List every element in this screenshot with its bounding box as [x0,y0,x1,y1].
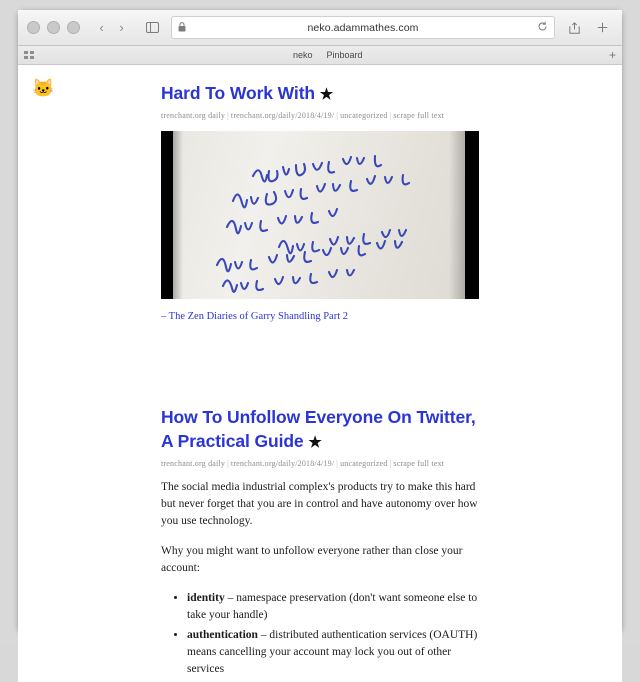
post-2-paragraph-2: Why you might want to unfollow everyone rather than close your account: [161,545,463,575]
post-title-1[interactable] [161,82,479,105]
post-2-list [161,590,479,678]
post-image-1[interactable] [161,131,479,299]
show-tabs-icon[interactable] [141,18,163,38]
meta-category[interactable]: uncategorized [340,111,388,121]
star-icon[interactable]: ★ [319,86,334,103]
post-2-paragraph-1: The social media industrial complex's products try to make this hard but never forget that you are in control and have autonomy over how you use technology. [161,481,478,528]
minimize-window-button[interactable] [47,21,60,34]
reload-icon[interactable] [537,21,548,35]
navigation-buttons[interactable] [92,18,131,38]
maximize-window-button[interactable] [67,21,80,34]
post-title-2-text: How To Unfollow Everyone On Twitter, A Practical Guide [161,407,476,451]
list-item-term: authentication [187,629,258,642]
back-button[interactable]: ‹ [99,20,104,35]
meta-source[interactable]: trenchant.org daily [161,459,226,469]
share-icon[interactable] [563,18,585,38]
lock-icon [178,22,186,34]
star-icon[interactable]: ★ [308,433,322,451]
list-item [187,590,479,624]
meta-scrape-full-text[interactable]: scrape full text [393,111,445,121]
meta-permalink[interactable]: trenchant.org/daily/2018/4/19/ [230,111,335,121]
browser-window [18,10,622,676]
new-tab-icon[interactable] [591,18,613,38]
browser-toolbar [18,10,622,46]
page-content [161,65,479,679]
site-logo-cat-icon[interactable]: 🐱 [32,78,55,98]
post-title-2[interactable] [161,406,479,453]
close-window-button[interactable] [27,21,40,34]
page-viewport [18,65,622,682]
url-text: neko.adammathes.com [307,21,419,34]
bookmark-neko[interactable]: neko [292,50,313,60]
handwriting-overlay [161,131,479,299]
meta-source[interactable]: trenchant.org daily [161,111,226,121]
post-1-attribution[interactable]: – The Zen Diaries of Garry Shandling Part 2 [161,311,349,323]
post-meta-1: trenchant.org daily | trenchant.org/daily/2018/4/19/ | uncategorized | scrape full text [161,111,445,121]
bookmark-pinboard[interactable]: Pinboard [326,50,363,60]
meta-permalink[interactable]: trenchant.org/daily/2018/4/19/ [230,459,335,469]
post-meta-2: trenchant.org daily | trenchant.org/daily/2018/4/19/ | uncategorized | scrape full text [161,459,445,469]
list-item-text: – namespace preservation (don't want someone else to take your handle) [187,592,478,622]
show-all-tabs-icon[interactable] [24,51,34,59]
list-item [187,627,479,678]
address-bar[interactable] [171,16,555,39]
meta-category[interactable]: uncategorized [340,459,388,469]
forward-button[interactable]: › [119,20,124,35]
list-item-term: identity [187,592,225,605]
post-title-1-text: Hard To Work With [161,83,316,103]
window-controls[interactable] [27,21,80,34]
bookmark-links [293,50,363,60]
toolbar-right-tools [563,18,613,38]
meta-scrape-full-text[interactable]: scrape full text [393,459,445,469]
bookmarks-bar [18,46,622,65]
list-item-text: – distributed authentication services (OAUTH) means cancelling your account may lock you out of other services [187,629,478,676]
add-tab-button[interactable]: + [608,48,616,62]
